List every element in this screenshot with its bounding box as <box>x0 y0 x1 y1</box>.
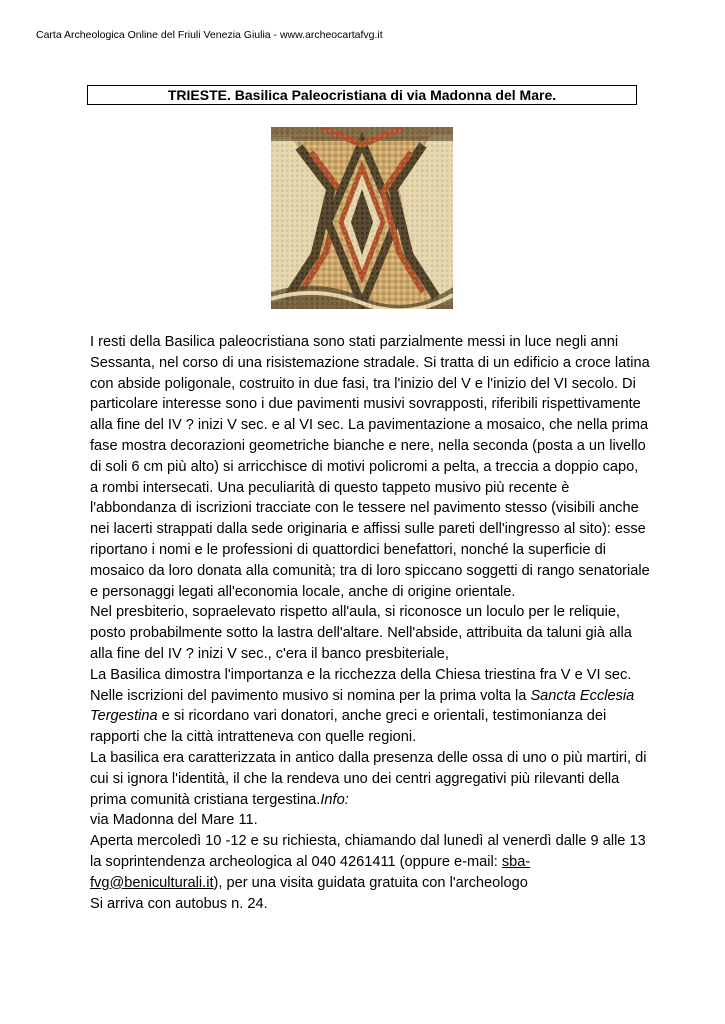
email-link[interactable]: sba-fvg@beniculturali.it <box>90 853 531 891</box>
document-title: TRIESTE. Basilica Paleocristiana di via Madonna del Mare. <box>87 85 637 105</box>
hours-text-a: Aperta mercoledì 10 -12 e su richiesta, chiamando dal lunedì al venerdì dalle 9 alle 13 la soprintendenza archeologica al 040 4261411 (oppure e-mail: <box>90 833 646 870</box>
paragraph-martiri <box>90 748 650 810</box>
mosaic-photo <box>271 127 453 309</box>
iscrizioni-text-a: Nelle iscrizioni del pavimento musivo si nomina per la prima volta la <box>90 687 531 704</box>
iscrizioni-italic: Sancta Ecclesia Tergestina <box>90 687 635 725</box>
paragraph-iscrizioni <box>90 686 650 748</box>
body-text <box>90 332 650 914</box>
info-label: Info: <box>320 791 349 808</box>
paragraph-bus: Si arriva con autobus n. 24. <box>90 895 268 912</box>
martiri-text: La basilica era caratterizzata in antico dalla presenza delle ossa di uno o più martiri, di cui si ignora l'identità, il che la rendeva uno dei centri aggregativi più rilevanti della prima comunità cristiana tergestina. <box>90 749 647 808</box>
paragraph-address: via Madonna del Mare 11. <box>90 812 258 829</box>
paragraph-presbiterio: Nel presbiterio, sopraelevato rispetto all'aula, si riconosce un loculo per le reliquie, posto probabilmente sotto la lastra dell'altare. Nell'abside, attribuita da taluni già alla alla fine del IV ? inizi V sec., c'era il banco presbiteriale, <box>90 604 632 662</box>
running-header: Carta Archeologica Online del Friuli Venezia Giulia - www.archeocartafvg.it <box>36 29 383 41</box>
paragraph-intro: I resti della Basilica paleocristiana sono stati parzialmente messi in luce negli anni Sessanta, nel corso di una risistemazione stradale. Si tratta di un edificio a croce latina con abside poligonale, costruito in due fasi, tra l'inizio del V e l'inizio del VI secolo. Di particolare interesse sono i due pavimenti musivi sovrapposti, riferibili rispettivamente alla fine del IV ? inizi V sec. e al VI sec. La pavimentazione a mosaico, che nella prima fase mostra decorazioni geometriche bianche e nere, nella seconda (posta a un livello di soli 6 cm più alto) si arricchisce di motivi policromi a pelta, a treccia a doppio capo, a rombi intersecati. Una peculiarità di questo tappeto musivo più recente è l'abbondanza di iscrizioni tracciate con le tessere nel pavimento stesso (visibili anche nei lacerti strappati dalla sede originaria e affissi sulle pareti dell'ingresso al sito): esse riportano i nomi e le professioni di quattordici benefattori, nonché la superficie di mosaico da loro donata alla comunità; tra di loro spiccano soggetti di rango senatoriale e personaggi legati all'economia locale, anche di origine orientale. <box>90 334 650 600</box>
paragraph-importanza: La Basilica dimostra l'importanza e la ricchezza della Chiesa triestina fra V e VI sec. <box>90 666 632 683</box>
paragraph-hours <box>90 831 650 893</box>
hours-text-b: ), per una visita guidata gratuita con l'archeologo <box>213 874 528 891</box>
iscrizioni-text-b: e si ricordano vari donatori, anche greci e orientali, testimonianza dei rapporti che la città intratteneva con quelle regioni. <box>90 708 607 746</box>
